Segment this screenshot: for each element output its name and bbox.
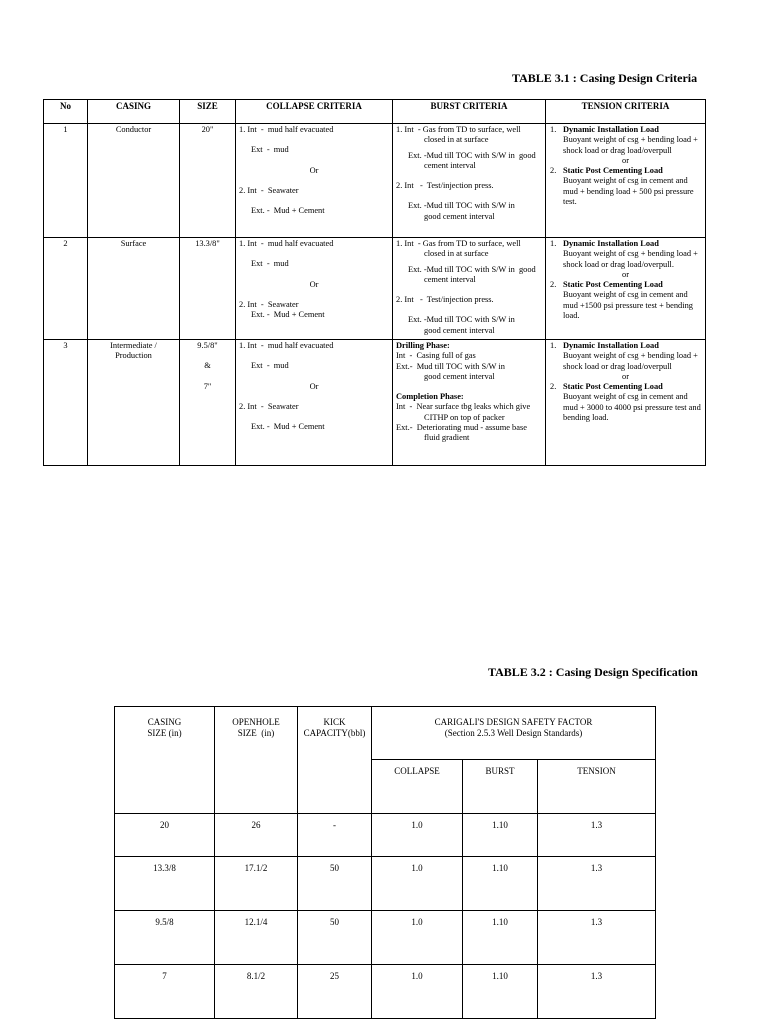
size-line: 9.5/8" [197, 341, 218, 350]
collapse-line: 2. Int - Seawater [239, 299, 299, 309]
table-3-1-title: TABLE 3.1 : Casing Design Criteria [512, 71, 698, 85]
table-row [115, 857, 656, 911]
cell-casing-size: 20 [115, 814, 215, 857]
header-burst: BURST [463, 760, 538, 814]
item-text: Buoyant weight of csg + bending load + shock load or drag load/overpull [563, 351, 698, 371]
tension-or: or [622, 269, 629, 279]
cell-collapse [236, 124, 393, 238]
burst-phase-title: Completion Phase: [396, 392, 464, 401]
item-number: 2. [550, 166, 557, 175]
cell-burst [393, 124, 546, 238]
cell-kick-capacity: 50 [298, 857, 372, 911]
collapse-line: Ext - mud [251, 259, 289, 269]
item-text: Buoyant weight of csg in cement and mud + 3000 to 4000 psi pressure test and bending load. [563, 392, 701, 422]
cell-tension: 1.3 [538, 965, 656, 1019]
tension-item [549, 341, 702, 372]
burst-line: CITHP on top of packer [424, 412, 505, 422]
cell-burst [393, 340, 546, 466]
collapse-line: Ext. - Mud + Cement [251, 206, 325, 215]
item-number: 1. [550, 239, 557, 248]
burst-line: 2. Int - Test/injection press. [396, 181, 494, 190]
collapse-line: Ext - mud [251, 145, 289, 155]
cell-tension: 1.3 [538, 857, 656, 911]
burst-line: Int - Casing full of gas [396, 351, 476, 361]
tension-item [549, 382, 702, 423]
header-tension: TENSION [538, 760, 656, 814]
burst-line: good cement interval [424, 325, 495, 335]
cell-collapse: 1.0 [372, 911, 463, 965]
cell-kick-capacity: 50 [298, 911, 372, 965]
collapse-line: 2. Int - Seawater [239, 401, 299, 411]
header-kick-capacity [298, 707, 372, 814]
cell-openhole-size: 12.1/4 [215, 911, 298, 965]
header-tension-criteria: TENSION CRITERIA [546, 100, 706, 124]
collapse-line: Ext - mud [251, 361, 289, 371]
header-line: CAPACITY(bbl) [303, 727, 366, 738]
header-line: SIZE (in) [147, 727, 182, 738]
burst-phase-title: Drilling Phase: [396, 341, 450, 350]
header-openhole-size [215, 707, 298, 814]
collapse-line: 2. Int - Seawater [239, 185, 299, 195]
item-title: Dynamic Installation Load [563, 341, 659, 350]
table-3-2-title: TABLE 3.2 : Casing Design Specification [488, 665, 698, 679]
cell-collapse [236, 238, 393, 340]
item-title: Static Post Cementing Load [563, 280, 663, 289]
cell-collapse: 1.0 [372, 965, 463, 1019]
table-row [44, 124, 706, 238]
item-title: Dynamic Installation Load [563, 125, 659, 134]
table-header-row [44, 100, 706, 124]
collapse-line: Ext. - Mud + Cement [251, 422, 325, 431]
cell-openhole-size: 8.1/2 [215, 965, 298, 1019]
item-text: Buoyant weight of csg in cement and mud +1500 psi pressure test + bending load. [563, 290, 693, 320]
header-casing: CASING [88, 100, 180, 124]
cell-tension: 1.3 [538, 814, 656, 857]
cell-burst: 1.10 [463, 911, 538, 965]
header-no: No [44, 100, 88, 124]
tension-item [549, 280, 702, 321]
casing-design-specification-table [114, 706, 656, 1019]
item-text: Buoyant weight of csg + bending load + shock load or drag load/overpull. [563, 249, 698, 269]
casing-line: Production [115, 351, 152, 361]
header-line: KICK [323, 717, 346, 727]
burst-line: fluid gradient [424, 433, 470, 442]
tension-or: or [622, 371, 629, 381]
header-burst-criteria: BURST CRITERIA [393, 100, 546, 124]
cell-size: 13.3/8" [180, 238, 236, 340]
header-line: CARIGALI'S DESIGN SAFETY FACTOR [434, 717, 593, 727]
burst-line: good cement interval [424, 211, 495, 221]
cell-casing-size: 7 [115, 965, 215, 1019]
burst-line: cement interval [424, 274, 476, 284]
cell-tension [546, 124, 706, 238]
burst-line: Ext.- Mud till TOC with S/W in [396, 361, 505, 371]
table-row [44, 340, 706, 466]
item-number: 1. [550, 341, 557, 350]
item-number: 1. [550, 125, 557, 134]
header-line: (Section 2.5.3 Well Design Standards) [444, 727, 583, 738]
cell-burst: 1.10 [463, 857, 538, 911]
cell-no: 3 [44, 340, 88, 466]
header-size: SIZE [180, 100, 236, 124]
item-text: Buoyant weight of csg in cement and mud + bending load + 500 psi pressure test. [563, 176, 694, 206]
table-row [44, 238, 706, 340]
cell-tension [546, 238, 706, 340]
table-row [115, 911, 656, 965]
header-collapse-criteria: COLLAPSE CRITERIA [236, 100, 393, 124]
cell-size [180, 340, 236, 466]
tension-item [549, 166, 702, 207]
cell-collapse: 1.0 [372, 857, 463, 911]
casing-line: Intermediate / [110, 341, 157, 350]
item-number: 2. [550, 280, 557, 289]
header-collapse: COLLAPSE [372, 760, 463, 814]
header-safety-factor [372, 707, 656, 760]
collapse-or: Or [309, 279, 319, 289]
cell-casing-size: 13.3/8 [115, 857, 215, 911]
cell-no: 2 [44, 238, 88, 340]
cell-size: 20" [180, 124, 236, 238]
collapse-line: 1. Int - mud half evacuated [239, 125, 334, 134]
cell-collapse [236, 340, 393, 466]
burst-line: good cement interval [424, 371, 495, 381]
cell-tension: 1.3 [538, 911, 656, 965]
burst-line: Ext. -Mud till TOC with S/W in [408, 315, 515, 325]
cell-casing [88, 340, 180, 466]
header-line: CASING [147, 717, 182, 727]
burst-line: Int - Near surface tbg leaks which give [396, 402, 531, 412]
cell-no: 1 [44, 124, 88, 238]
header-line: OPENHOLE [232, 717, 280, 727]
cell-casing: Surface [88, 238, 180, 340]
header-casing-size [115, 707, 215, 814]
header-line: SIZE (in) [237, 727, 275, 738]
burst-line: 1. Int - Gas from TD to surface, well [396, 125, 521, 134]
burst-line: Ext. -Mud till TOC with S/W in [408, 201, 515, 211]
tension-or: or [622, 155, 629, 165]
burst-line: closed in at surface [424, 135, 489, 145]
cell-kick-capacity: - [298, 814, 372, 857]
collapse-line: Ext. - Mud + Cement [251, 310, 325, 319]
casing-design-criteria-table [43, 99, 706, 466]
burst-line: 2. Int - Test/injection press. [396, 295, 494, 304]
cell-openhole-size: 17.1/2 [215, 857, 298, 911]
collapse-line: 1. Int - mud half evacuated [239, 239, 334, 248]
table-header-row [115, 707, 656, 760]
burst-line: cement interval [424, 160, 476, 170]
cell-casing-size: 9.5/8 [115, 911, 215, 965]
burst-line: Ext.- Deteriorating mud - assume base [396, 422, 527, 432]
collapse-or: Or [309, 381, 319, 391]
cell-casing: Conductor [88, 124, 180, 238]
cell-openhole-size: 26 [215, 814, 298, 857]
cell-tension [546, 340, 706, 466]
item-title: Static Post Cementing Load [563, 166, 663, 175]
cell-kick-capacity: 25 [298, 965, 372, 1019]
item-number: 2. [550, 382, 557, 391]
cell-collapse: 1.0 [372, 814, 463, 857]
item-title: Static Post Cementing Load [563, 382, 663, 391]
burst-line: Ext. -Mud till TOC with S/W in good [408, 264, 536, 274]
tension-item [549, 125, 702, 156]
item-title: Dynamic Installation Load [563, 239, 659, 248]
item-text: Buoyant weight of csg + bending load + shock load or drag load/overpull [563, 135, 698, 155]
table-row [115, 965, 656, 1019]
burst-line: closed in at surface [424, 249, 489, 259]
collapse-or: Or [309, 165, 319, 175]
cell-burst: 1.10 [463, 965, 538, 1019]
cell-burst: 1.10 [463, 814, 538, 857]
size-line: & [204, 361, 211, 371]
burst-line: Ext. -Mud till TOC with S/W in good [408, 150, 536, 160]
cell-burst [393, 238, 546, 340]
table-row [115, 814, 656, 857]
collapse-line: 1. Int - mud half evacuated [239, 341, 334, 350]
burst-line: 1. Int - Gas from TD to surface, well [396, 239, 521, 248]
size-line: 7" [203, 381, 212, 391]
tension-item [549, 239, 702, 270]
